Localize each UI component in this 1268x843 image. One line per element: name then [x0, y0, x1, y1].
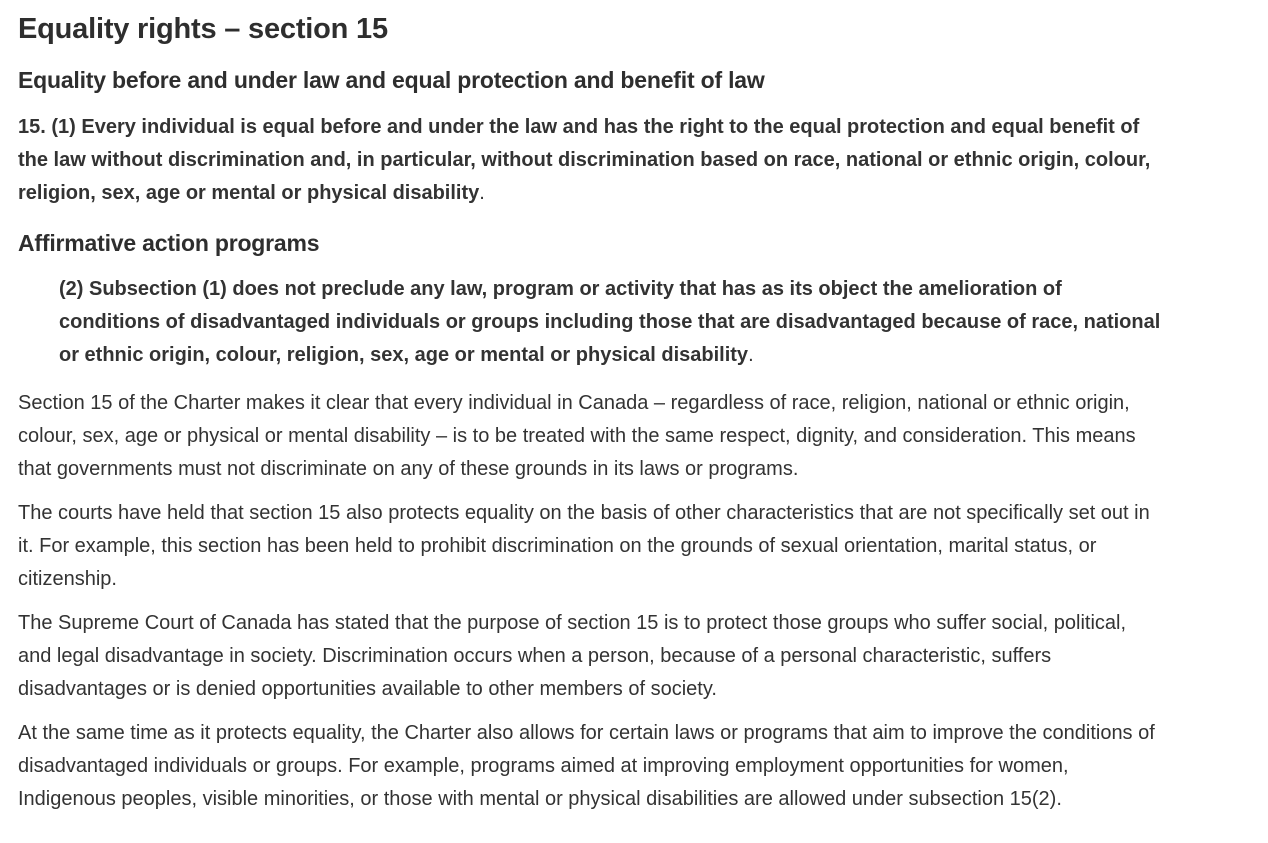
section-15-1-provision: [18, 111, 1163, 210]
section-15-2-provision-bold: (2) Subsection (1) does not preclude any law, program or activity that has as its object the amelioration of conditions of disadvantaged individuals or groups including those that are disadvantaged because of race, national or ethnic origin, colour, religion, sex, age or mental or physical disability: [59, 278, 1161, 367]
page-title: Equality rights – section 15: [18, 13, 388, 45]
explanation-paragraph-1: Section 15 of the Charter makes it clear that every individual in Canada – regardless of race, religion, national or ethnic origin, colour, sex, age or physical or mental disability – is to be treated with the same respect, dignity, and consideration. This means that governments must not discriminate on any of these grounds in its laws or programs.: [18, 392, 1136, 481]
affirmative-section-heading: Affirmative action programs: [18, 229, 320, 256]
section-15-2-provision-period: .: [748, 344, 754, 367]
equality-section-heading: Equality before and under law and equal protection and benefit of law: [18, 67, 765, 94]
section-15-2-provision: [59, 273, 1163, 372]
section-15-1-provision-period: .: [479, 181, 485, 204]
section-15-1-provision-bold: 15. (1) Every individual is equal before and under the law and has the right to the equal protection and equal benefit of the law without discrimination and, in particular, without discrimination based on race, national or ethnic origin, colour, religion, sex, age or mental or physical disability: [18, 115, 1151, 204]
explanation-paragraph-2: The courts have held that section 15 also protects equality on the basis of other characteristics that are not specifically set out in it. For example, this section has been held to prohibit discrimination on the grounds of sexual orientation, marital status, or citizenship.: [18, 502, 1150, 591]
explanation-paragraph-4: At the same time as it protects equality, the Charter also allows for certain laws or programs that aim to improve the conditions of disadvantaged individuals or groups. For example, programs aimed at improving employment opportunities for women, Indigenous peoples, visible minorities, or those with mental or physical disabilities are allowed under subsection 15(2).: [18, 722, 1155, 811]
document-content: [18, 14, 1163, 816]
explanation-paragraph-3: The Supreme Court of Canada has stated that the purpose of section 15 is to protect those groups who suffer social, political, and legal disadvantage in society. Discrimination occurs when a person, because of a personal characteristic, suffers disadvantages or is denied opportunities available to other members of society.: [18, 612, 1127, 701]
